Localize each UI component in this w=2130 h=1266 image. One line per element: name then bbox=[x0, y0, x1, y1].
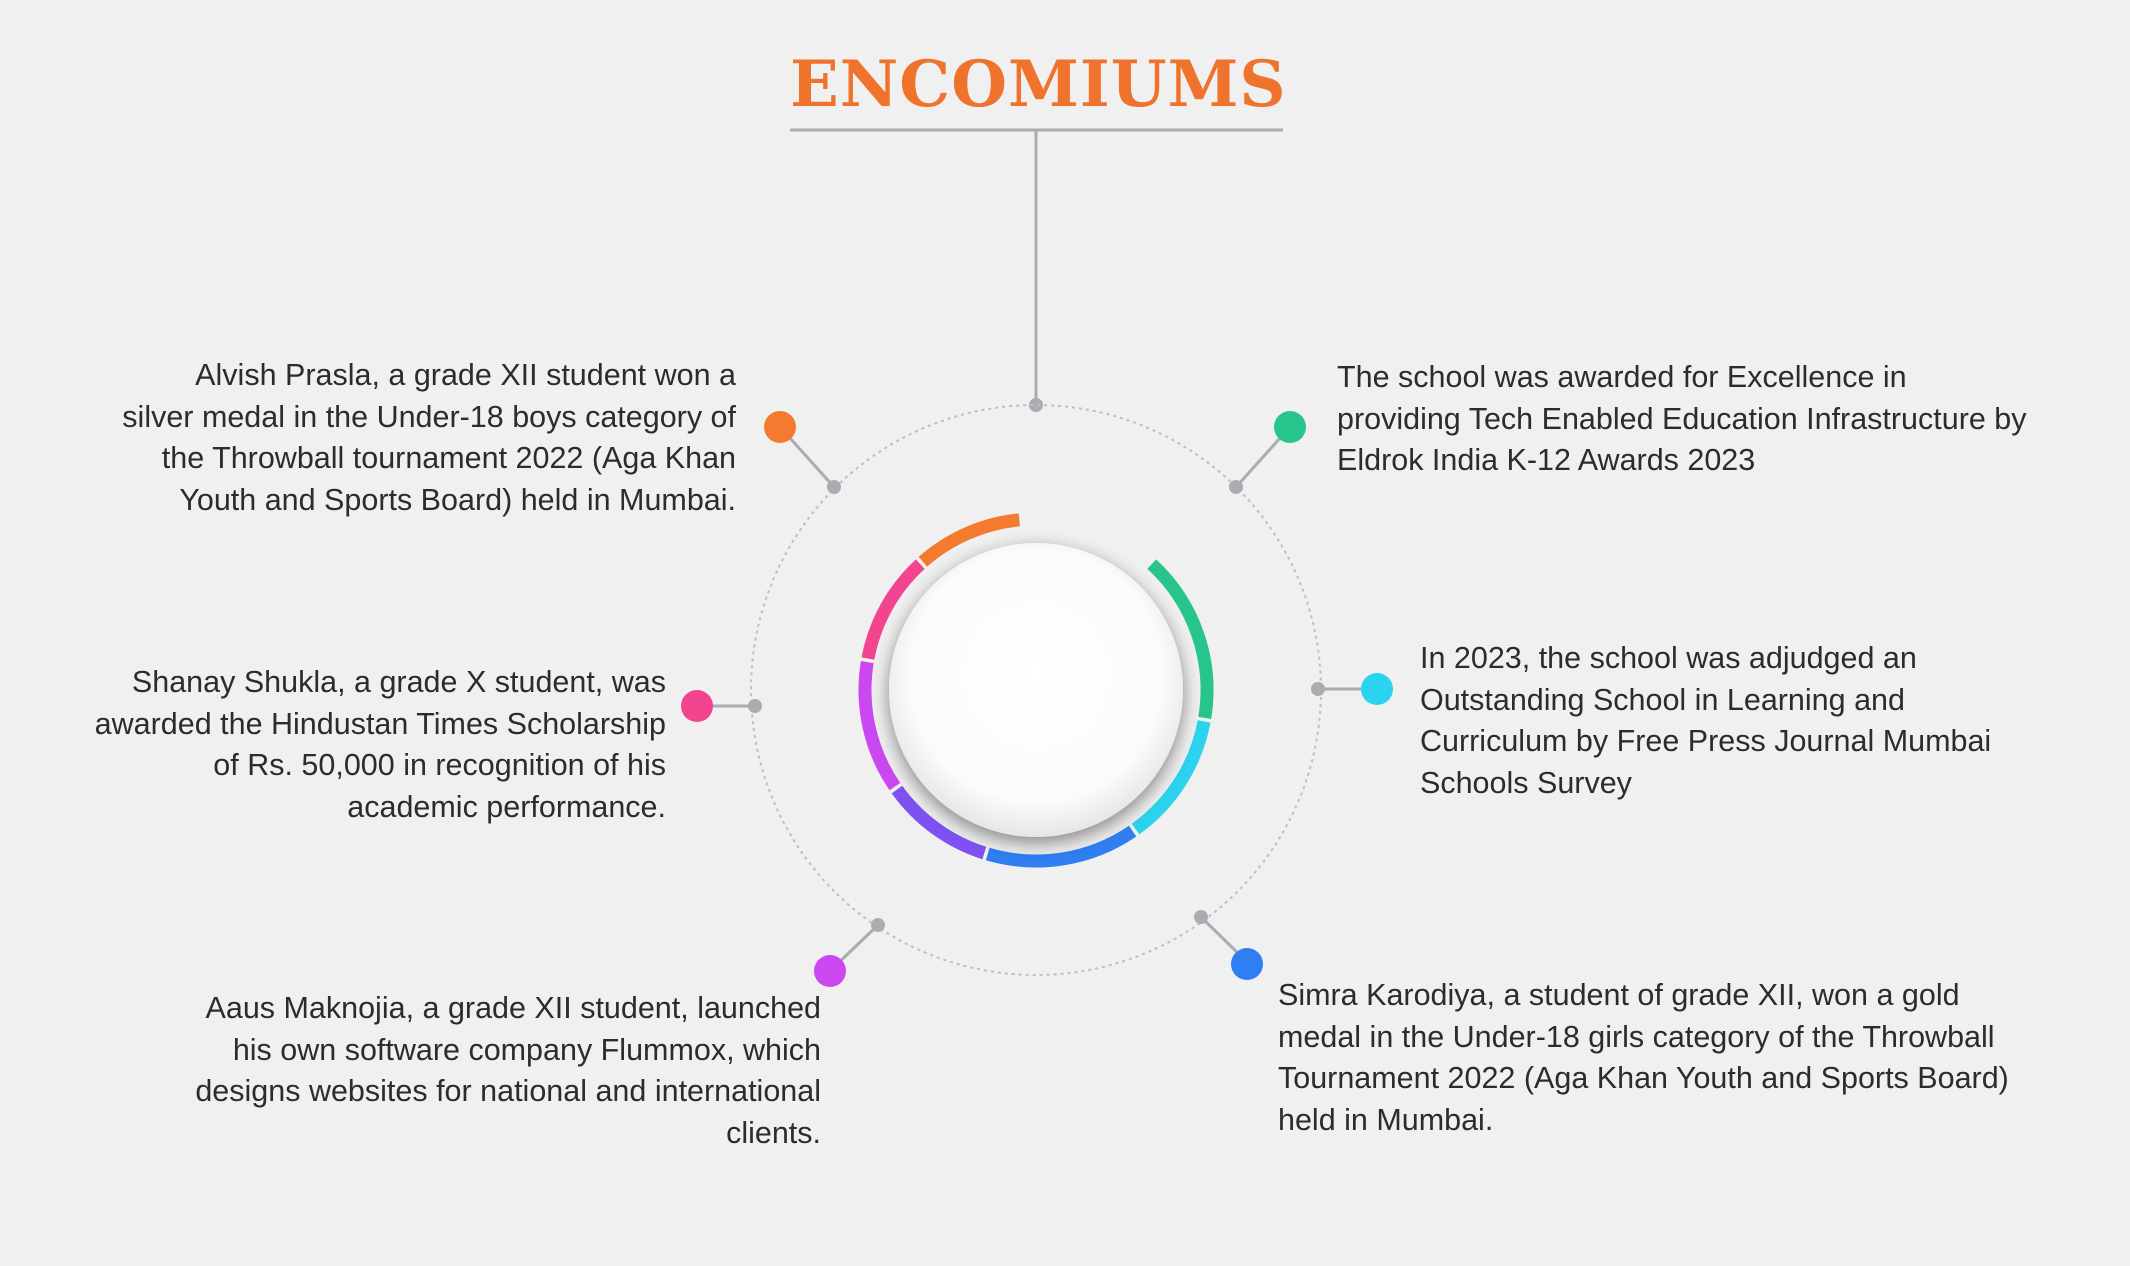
page-title: ENCOMIUMS bbox=[790, 47, 1287, 122]
caption-alvish: Alvish Prasla, a grade XII student won a silver medal in the Under-18 boys category of the Throwball tournament 2022 (Aga Khan Youth and Sports Board) held in Mumbai. bbox=[122, 358, 736, 517]
orbit-node-aaus bbox=[871, 918, 885, 932]
orbit-node-outstanding-school bbox=[1311, 682, 1325, 696]
dot-simra bbox=[1231, 948, 1263, 980]
caption-outstanding-school: In 2023, the school was adjudged an Outstanding School in Learning and Curriculum by Free Press Journal Mumbai Schools Survey bbox=[1420, 641, 1992, 800]
orbit-node-shanay bbox=[748, 699, 762, 713]
orbit-node-simra bbox=[1194, 910, 1208, 924]
caption-aaus: Aaus Maknojia, a grade XII student, launched his own software company Flummox, which designs websites for national and international clients. bbox=[195, 991, 821, 1150]
orbit-node-tech-award bbox=[1229, 480, 1243, 494]
ring-segment-5 bbox=[988, 831, 1133, 861]
dot-alvish bbox=[764, 411, 796, 443]
orbit-node-alvish bbox=[827, 480, 841, 494]
caption-tech-award: The school was awarded for Excellence in providing Tech Enabled Education Infrastructure by Eldrok India K-12 Awards 2023 bbox=[1337, 360, 2027, 477]
center-disc bbox=[889, 543, 1183, 837]
dot-shanay bbox=[681, 690, 713, 722]
dot-tech-award bbox=[1274, 411, 1306, 443]
caption-shanay: Shanay Shukla, a grade X student, was awarded the Hindustan Times Scholarship of Rs. 50,000 in recognition of his academic performance. bbox=[94, 665, 666, 824]
dot-outstanding-school bbox=[1361, 673, 1393, 705]
dot-aaus bbox=[814, 955, 846, 987]
caption-simra: Simra Karodiya, a student of grade XII, won a gold medal in the Under-18 girls category of the Throwball Tournament 2022 (Aga Khan Youth and Sports Board) held in Mumbai. bbox=[1278, 978, 2009, 1137]
